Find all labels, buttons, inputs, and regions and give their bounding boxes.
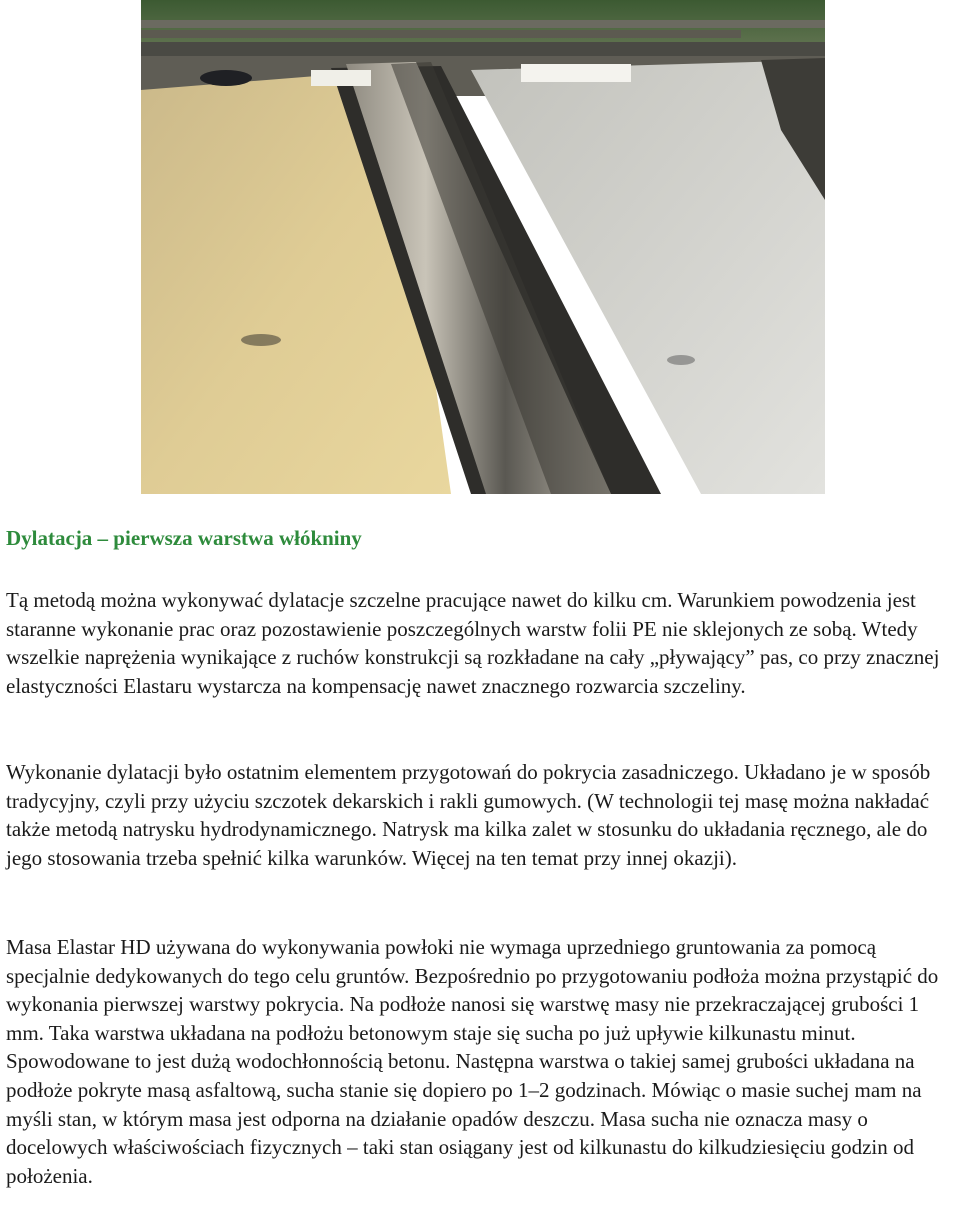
roof-photo <box>141 0 825 494</box>
paragraph-3: Masa Elastar HD używana do wykonywania powłoki nie wymaga uprzedniego gruntowania za pomocą specjalnie dedykowanych do tego celu gruntów. Bezpośrednio po przygotowaniu podłoża można przystąpić do wykonania pierwszej warstwy pokrycia. Na podłoże nanosi się warstwę masy nie przekraczającej grubości 1 mm. Taka warstwa układana na podłożu betonowym staje się sucha po już upływie kilkunastu minut. Spowodowane to jest dużą wodochłonnością betonu. Następna warstwa o takiej samej grubości układana na podłoże pokryte masą asfaltową, sucha stanie się dopiero po 1–2 godzinach. Mówiąc o masie suchej mam na myśli stan, w którym masa jest odporna na działanie opadów deszczu. Masa sucha nie oznacza masy o docelowych właściwościach fizycznych – taki stan osiągany jest od kilkunastu do kilkudziesięciu godzin od położenia. <box>6 935 939 1188</box>
roof-expansion-joint-photo-icon <box>141 0 825 494</box>
paragraph-1: Tą metodą można wykonywać dylatacje szczelne pracujące nawet do kilku cm. Warunkiem powodzenia jest staranne wykonanie prac oraz pozostawienie poszczególnych warstw folii PE nie sklejonych ze sobą. Wtedy wszelkie naprężenia wynikające z ruchów konstrukcji są rozkładane na cały „pływający” pas, co przy znacznej elastyczności Elastaru wystarcza na kompensację nawet znacznego rozwarcia szczeliny. <box>6 588 940 698</box>
section-heading: Dylatacja – pierwsza warstwa włókniny <box>6 526 362 550</box>
paragraph-2: Wykonanie dylatacji było ostatnim elementem przygotowań do pokrycia zasadniczego. Układano je w sposób tradycyjny, czyli przy użyciu szczotek dekarskich i rakli gumowych. (W technologii tej masę można nakładać także metodą natrysku hydrodynamicznego. Natrysk ma kilka zalet w stosunku do układania ręcznego, ale do jego stosowania trzeba spełnić kilka warunków. Więcej na ten temat przy innej okazji). <box>6 760 931 870</box>
